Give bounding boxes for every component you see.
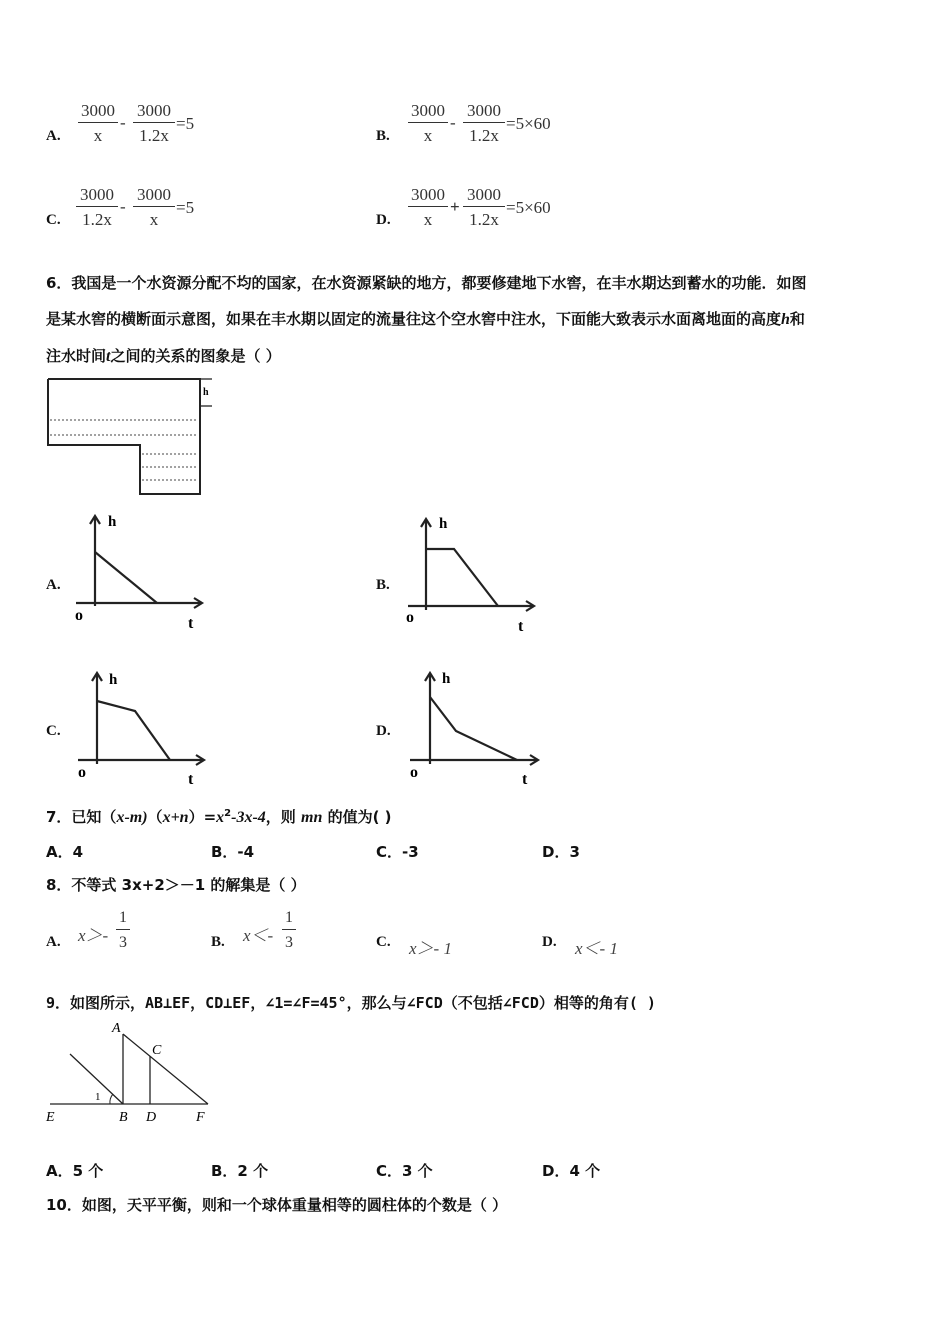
q6-text-line1: 6．我国是一个水资源分配不均的国家，在水资源紧缺的地方，都要修建地下水窖，在丰水期达到蓄水的功能．如图: [46, 274, 807, 292]
graph-a-h: h: [108, 514, 117, 530]
cellar-h-label: h: [203, 387, 209, 398]
q5-a-frac1: $\frac{3000}{x}$: [78, 101, 118, 147]
q5-d-frac2: $\frac{3000}{1.2x}$: [463, 185, 505, 231]
fig-label-c: C: [152, 1043, 162, 1058]
q6-graph-a: [72, 510, 212, 632]
graph-d-h: h: [442, 671, 451, 687]
graph-c-t: t: [188, 771, 194, 788]
q5-b-frac1: $\frac{3000}{x}$: [408, 101, 448, 147]
q5-c-frac1: $\frac{3000}{1.2x}$: [76, 185, 118, 231]
q7-option-a[interactable]: A．4: [46, 843, 84, 861]
q6-text-line2: 是某水窖的横断面示意图，如果在丰水期以固定的流量往这个空水窖中注水，下面能大致表示水面离地面的高度h和: [46, 310, 805, 328]
q5-option-a-label: A.: [46, 128, 61, 144]
graph-c-o: o: [78, 764, 86, 781]
q6-graph-b: [402, 512, 542, 634]
graph-d-t: t: [522, 771, 528, 788]
graph-b-t: t: [518, 618, 524, 634]
q6-option-d-label: D.: [376, 723, 391, 739]
q9-option-c[interactable]: C．3 个: [376, 1162, 433, 1180]
q8-a-frac: $\frac{1}{3}$: [116, 908, 130, 954]
graph-d-o: o: [410, 764, 418, 781]
fig-label-f: F: [196, 1110, 205, 1125]
q7-option-b[interactable]: B．-4: [211, 843, 255, 861]
q5-c-frac2: $\frac{3000}{x}$: [133, 185, 175, 231]
q6-graph-c: [72, 668, 212, 788]
q9-option-a[interactable]: A．5 个: [46, 1162, 104, 1180]
q5-option-b-label: B.: [376, 128, 390, 144]
q6-text-line3: 注水时间t之间的关系的图象是（ ）: [46, 347, 281, 365]
q10-question: 10．如图，天平平衡，则和一个球体重量相等的圆柱体的个数是（ ）: [46, 1196, 508, 1214]
fig-label-angle1: 1: [95, 1091, 101, 1103]
fig-label-e: E: [46, 1110, 55, 1125]
q5-a-frac2: $\frac{3000}{1.2x}$: [133, 101, 175, 147]
q5-option-c-label: C.: [46, 212, 61, 228]
graph-c-h: h: [109, 672, 118, 688]
q7-question: 7．已知$(x-m)(x+n)=x^2-3x-4$，则 mn 的值为( ): [46, 808, 392, 826]
q7-option-d[interactable]: D．3: [542, 843, 580, 861]
graph-a-o: o: [75, 607, 83, 624]
q9-option-b[interactable]: B．2 个: [211, 1162, 269, 1180]
q6-option-a-label: A.: [46, 577, 61, 593]
fig-label-b: B: [119, 1110, 128, 1125]
q5-option-d-label: D.: [376, 212, 391, 228]
fig-label-d: D: [146, 1110, 157, 1125]
q9-figure: [40, 1018, 220, 1130]
q5-d-frac1: $\frac{3000}{x}$: [408, 185, 448, 231]
fig-label-a: A: [112, 1021, 121, 1036]
water-cellar-diagram: [44, 376, 220, 500]
q8-b-frac: $\frac{1}{3}$: [282, 908, 296, 954]
q8-question: 8．不等式 3x+2＞－1 的解集是（ ）: [46, 876, 306, 894]
q6-option-b-label: B.: [376, 577, 390, 593]
q6-option-c-label: C.: [46, 723, 61, 739]
q6-graph-d: [404, 668, 544, 788]
q5-b-frac2: $\frac{3000}{1.2x}$: [463, 101, 505, 147]
graph-a-t: t: [188, 615, 194, 632]
graph-b-h: h: [439, 516, 448, 532]
q7-option-c[interactable]: C．-3: [376, 843, 419, 861]
q9-option-d[interactable]: D．4 个: [542, 1162, 601, 1180]
q9-question: 9．如图所示，AB⊥EF，CD⊥EF，∠1=∠F=45°，那么与∠FCD（不包括∠FCD）相等的角有( ): [46, 994, 656, 1012]
graph-b-o: o: [406, 609, 414, 626]
